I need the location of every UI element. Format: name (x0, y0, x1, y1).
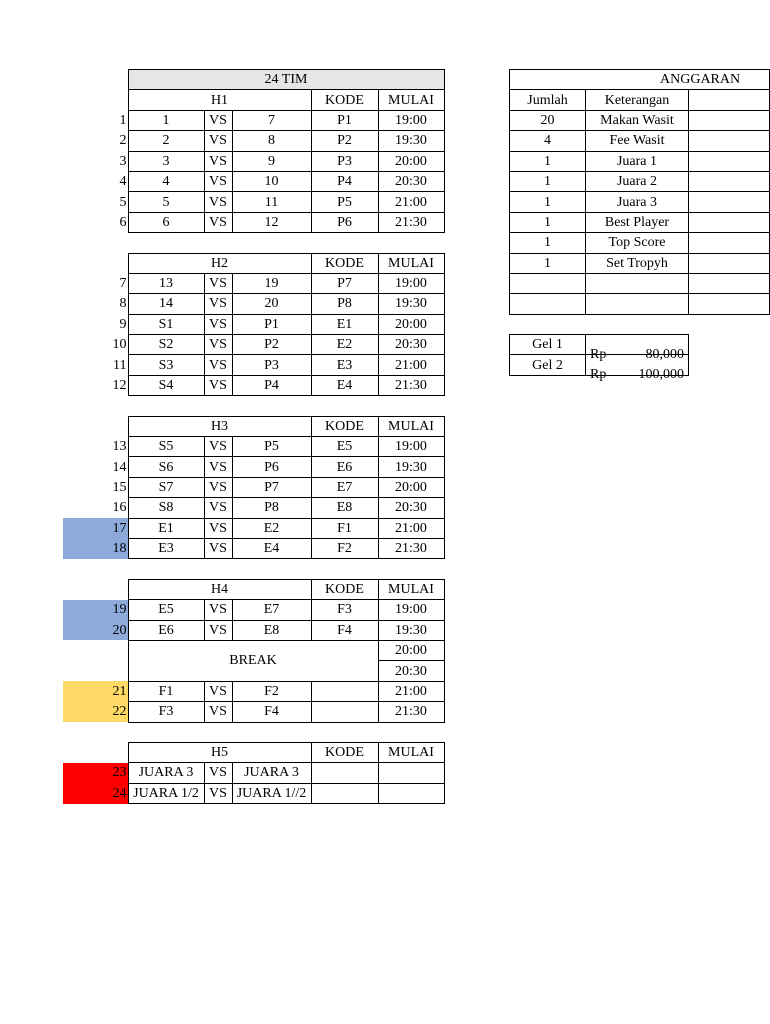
table-cell: E8 (311, 498, 378, 518)
group-header-h3 (63, 416, 444, 436)
table-cell: 19:30 (378, 294, 444, 314)
break-label: BREAK (128, 640, 378, 681)
table-cell: VS (204, 171, 232, 191)
title-row (63, 70, 444, 90)
group-header-h1 (63, 90, 444, 110)
table-cell (689, 273, 770, 293)
table-cell (311, 783, 378, 803)
table-cell (311, 681, 378, 701)
table-cell: JUARA 1//2 (232, 783, 311, 803)
table-cell: Gel 2 (510, 355, 586, 375)
table-cell: VS (204, 600, 232, 620)
match-row-final (63, 702, 444, 722)
table-cell: 20:30 (378, 171, 444, 191)
table-cell: 20:00 (378, 314, 444, 334)
table-cell: H2 (128, 253, 311, 273)
table-cell (689, 151, 770, 171)
match-row (63, 110, 444, 130)
table-cell: JUARA 1/2 (128, 783, 204, 803)
row-number-highlight: 17 (63, 518, 128, 538)
match-row (63, 131, 444, 151)
table-cell: F2 (232, 681, 311, 701)
match-row (63, 294, 444, 314)
match-row-semi (63, 518, 444, 538)
table-cell: VS (204, 131, 232, 151)
row-number-highlight: 19 (63, 600, 128, 620)
match-row (63, 457, 444, 477)
table-cell (311, 702, 378, 722)
table-cell: 1 (510, 253, 586, 273)
table-cell: P7 (311, 273, 378, 293)
table-cell (63, 396, 444, 416)
table-cell: 7 (119, 276, 127, 292)
table-cell: S6 (128, 457, 204, 477)
table-cell: VS (204, 518, 232, 538)
table-cell: E2 (232, 518, 311, 538)
table-cell: VS (204, 702, 232, 722)
table-cell (311, 763, 378, 783)
table-cell: 19:30 (378, 457, 444, 477)
budget-item (510, 253, 770, 273)
table-cell (63, 722, 444, 742)
table-cell: E3 (311, 355, 378, 375)
table-cell (63, 90, 128, 110)
table-cell: P6 (232, 457, 311, 477)
table-cell: P7 (232, 477, 311, 497)
table-cell: E7 (311, 477, 378, 497)
table-cell: 3 (119, 153, 127, 169)
table-cell: VS (204, 477, 232, 497)
table-cell: VS (204, 783, 232, 803)
table-cell: P5 (232, 437, 311, 457)
table-cell: 20:00 (378, 640, 444, 660)
table-cell: P4 (232, 375, 311, 395)
budget-item (510, 110, 770, 130)
table-cell: H3 (128, 416, 311, 436)
table-cell: Makan Wasit (586, 110, 689, 130)
table-cell: F2 (311, 538, 378, 558)
table-cell: 1 (128, 110, 204, 130)
table-cell: KODE (311, 253, 378, 273)
budget-item (510, 131, 770, 151)
table-cell: KODE (311, 90, 378, 110)
table-cell: E3 (128, 538, 204, 558)
table-cell: 4 (128, 171, 204, 191)
table-cell: VS (204, 457, 232, 477)
table-cell (63, 233, 444, 253)
table-cell: VS (204, 681, 232, 701)
table-cell: 19:30 (378, 620, 444, 640)
table-cell: E5 (311, 437, 378, 457)
table-cell: VS (204, 212, 232, 232)
match-row (63, 273, 444, 293)
spacer-row (63, 559, 444, 579)
table-cell: VS (204, 355, 232, 375)
table-cell (63, 559, 444, 579)
table-cell: 10 (232, 171, 311, 191)
table-cell: E4 (311, 375, 378, 395)
table-cell: 12 (112, 378, 127, 394)
table-cell: 1 (510, 171, 586, 191)
table-cell: F4 (311, 620, 378, 640)
table-cell (63, 70, 128, 90)
table-cell: VS (204, 620, 232, 640)
table-cell: MULAI (378, 579, 444, 599)
table-cell: JUARA 3 (232, 763, 311, 783)
table-cell: MULAI (378, 90, 444, 110)
row-number-highlight: 20 (63, 620, 128, 640)
row-number-highlight: 23 (63, 763, 128, 783)
table-cell: 21:00 (378, 518, 444, 538)
table-cell: 1 (510, 212, 586, 232)
table-cell (689, 233, 770, 253)
table-cell: 20 (232, 294, 311, 314)
table-cell: E1 (311, 314, 378, 334)
table-cell (586, 355, 689, 383)
table-cell: E5 (128, 600, 204, 620)
table-cell: Juara 3 (586, 192, 689, 212)
spacer-row (63, 233, 444, 253)
table-cell: E6 (128, 620, 204, 640)
table-cell: VS (204, 335, 232, 355)
table-cell (689, 253, 770, 273)
row-number-highlight: 21 (63, 681, 128, 701)
table-cell (689, 171, 770, 191)
budget-item (510, 212, 770, 232)
table-cell: P3 (311, 151, 378, 171)
table-cell: P1 (232, 314, 311, 334)
table-cell (510, 273, 586, 293)
table-cell: S3 (128, 355, 204, 375)
match-row-semi (63, 620, 444, 640)
table-cell: Top Score (586, 233, 689, 253)
table-cell: VS (204, 192, 232, 212)
table-cell: 8 (119, 296, 127, 312)
table-cell: H5 (128, 742, 311, 762)
table-cell: 21:30 (378, 702, 444, 722)
table-cell: S4 (128, 375, 204, 395)
match-row (63, 212, 444, 232)
fee-currency: Rp (590, 346, 607, 362)
table-cell: 1 (510, 233, 586, 253)
table-cell (689, 212, 770, 232)
table-cell (689, 192, 770, 212)
table-cell: VS (204, 538, 232, 558)
table-cell: 21:30 (378, 375, 444, 395)
table-cell: P2 (232, 335, 311, 355)
table-cell (63, 416, 128, 436)
budget-item (510, 192, 770, 212)
group-header-h5 (63, 742, 444, 762)
table-cell: S1 (128, 314, 204, 334)
table-cell: P5 (311, 192, 378, 212)
table-cell: 19:00 (378, 273, 444, 293)
match-row-semi (63, 600, 444, 620)
table-cell: F1 (311, 518, 378, 538)
match-row (63, 375, 444, 395)
table-cell: 9 (232, 151, 311, 171)
table-cell (510, 314, 770, 334)
table-cell (689, 335, 770, 355)
table-cell: H4 (128, 579, 311, 599)
table-cell (586, 273, 689, 293)
table-cell (378, 783, 444, 803)
table-cell: VS (204, 273, 232, 293)
table-cell: VS (204, 110, 232, 130)
table-cell: 21:30 (378, 212, 444, 232)
table-cell (510, 294, 586, 314)
table-cell: VS (204, 763, 232, 783)
table-cell: 20:30 (378, 335, 444, 355)
table-cell: Juara 2 (586, 171, 689, 191)
table-cell: 21:00 (378, 681, 444, 701)
table-cell: 2 (119, 133, 127, 149)
table-cell: 19:00 (378, 110, 444, 130)
table-cell: 13 (128, 273, 204, 293)
table-cell: 20 (510, 110, 586, 130)
table-cell: S8 (128, 498, 204, 518)
table-cell: 1 (510, 151, 586, 171)
table-cell: P6 (311, 212, 378, 232)
table-cell (586, 335, 689, 362)
table-cell: E7 (232, 600, 311, 620)
table-cell: VS (204, 375, 232, 395)
budget-table (509, 69, 770, 383)
match-row (63, 192, 444, 212)
fee-amount: 80,000 (645, 346, 684, 362)
table-cell (63, 661, 128, 681)
table-cell: E4 (232, 538, 311, 558)
group-header-h4 (63, 579, 444, 599)
table-cell: 20:00 (378, 151, 444, 171)
table-cell: E6 (311, 457, 378, 477)
table-cell: E1 (128, 518, 204, 538)
table-cell: Best Player (586, 212, 689, 232)
table-cell: 19:00 (378, 437, 444, 457)
group-header-h2 (63, 253, 444, 273)
table-cell: 3 (128, 151, 204, 171)
table-cell: 21:00 (378, 192, 444, 212)
table-cell: E8 (232, 620, 311, 640)
table-cell: 14 (112, 459, 127, 475)
table-cell: KODE (311, 742, 378, 762)
schedule-table (63, 69, 445, 804)
table-cell: 10 (112, 337, 127, 353)
table-cell: MULAI (378, 253, 444, 273)
table-cell: P8 (232, 498, 311, 518)
table-cell: P1 (311, 110, 378, 130)
table-cell: Fee Wasit (586, 131, 689, 151)
table-cell: VS (204, 314, 232, 334)
table-cell (586, 294, 689, 314)
budget-item (510, 233, 770, 253)
table-cell: 15 (112, 480, 127, 495)
match-row (63, 498, 444, 518)
budget-title-row (510, 70, 770, 90)
spacer-row (510, 314, 770, 334)
table-cell: E2 (311, 335, 378, 355)
table-cell: 21:00 (378, 355, 444, 375)
fee-currency: Rp (590, 367, 607, 383)
table-cell: 13 (112, 439, 127, 455)
table-cell (689, 355, 770, 375)
budget-title: ANGGARAN (510, 70, 770, 90)
budget-header-row (510, 90, 770, 110)
table-cell: 2 (128, 131, 204, 151)
table-cell: Keterangan (586, 90, 689, 110)
table-cell: Set Tropyh (586, 253, 689, 273)
table-cell (689, 131, 770, 151)
table-cell: F4 (232, 702, 311, 722)
table-cell (689, 90, 770, 110)
table-cell: P2 (311, 131, 378, 151)
match-row-final (63, 681, 444, 701)
row-number-highlight: 18 (63, 538, 128, 558)
table-cell: F3 (311, 600, 378, 620)
table-cell: F3 (128, 702, 204, 722)
table-cell: 20:30 (378, 498, 444, 518)
table-cell: 20:30 (378, 661, 444, 681)
table-cell: 20:00 (378, 477, 444, 497)
budget-item (510, 171, 770, 191)
match-row (63, 151, 444, 171)
budget-item-empty (510, 273, 770, 293)
table-cell (689, 294, 770, 314)
table-cell: 19 (232, 273, 311, 293)
table-cell: 4 (510, 131, 586, 151)
table-cell: H1 (128, 90, 311, 110)
table-cell: VS (204, 437, 232, 457)
match-row (63, 335, 444, 355)
table-cell: 7 (232, 110, 311, 130)
table-cell (63, 742, 128, 762)
table-cell: KODE (311, 579, 378, 599)
table-cell: MULAI (378, 742, 444, 762)
table-cell (63, 640, 128, 660)
row-number-highlight: 22 (63, 702, 128, 722)
table-cell (689, 110, 770, 130)
table-cell: S7 (128, 477, 204, 497)
table-cell: 1 (119, 112, 127, 128)
table-cell: 12 (232, 212, 311, 232)
table-cell: VS (204, 294, 232, 314)
spacer-row (63, 722, 444, 742)
budget-item-empty (510, 294, 770, 314)
table-cell: Juara 1 (586, 151, 689, 171)
match-row (63, 171, 444, 191)
match-row (63, 355, 444, 375)
table-cell: F1 (128, 681, 204, 701)
table-cell: 16 (112, 500, 127, 516)
match-row (63, 314, 444, 334)
table-cell: S5 (128, 437, 204, 457)
schedule-title: 24 TIM (128, 70, 444, 90)
fee-row (510, 355, 770, 375)
table-cell: 11 (113, 357, 127, 373)
fee-amount: 100,000 (638, 367, 684, 383)
match-row-championship (63, 763, 444, 783)
match-row (63, 477, 444, 497)
table-cell: Gel 1 (510, 335, 586, 355)
table-cell: 19:00 (378, 600, 444, 620)
table-cell: MULAI (378, 416, 444, 436)
table-cell: 1 (510, 192, 586, 212)
table-cell: 21:30 (378, 538, 444, 558)
table-cell: S2 (128, 335, 204, 355)
table-cell: P3 (232, 355, 311, 375)
table-cell: 11 (232, 192, 311, 212)
table-cell: 6 (119, 214, 127, 230)
table-cell (63, 253, 128, 273)
break-row (63, 640, 444, 660)
table-cell: 4 (119, 174, 127, 190)
table-cell: 19:30 (378, 131, 444, 151)
table-cell: P4 (311, 171, 378, 191)
table-cell: 14 (128, 294, 204, 314)
table-cell: 8 (232, 131, 311, 151)
table-cell: Jumlah (510, 90, 586, 110)
budget-area (509, 69, 741, 383)
match-row (63, 437, 444, 457)
table-cell: 5 (119, 194, 127, 210)
table-cell: P8 (311, 294, 378, 314)
table-cell: VS (204, 498, 232, 518)
match-row-championship (63, 783, 444, 803)
table-cell: VS (204, 151, 232, 171)
table-cell: KODE (311, 416, 378, 436)
table-cell: 5 (128, 192, 204, 212)
row-number-highlight: 24 (63, 783, 128, 803)
spacer-row (63, 396, 444, 416)
table-cell (378, 763, 444, 783)
table-cell: JUARA 3 (128, 763, 204, 783)
table-cell: 9 (119, 316, 127, 332)
table-cell (63, 579, 128, 599)
table-cell: 6 (128, 212, 204, 232)
match-row-semi (63, 538, 444, 558)
fee-row (510, 335, 770, 355)
budget-item (510, 151, 770, 171)
